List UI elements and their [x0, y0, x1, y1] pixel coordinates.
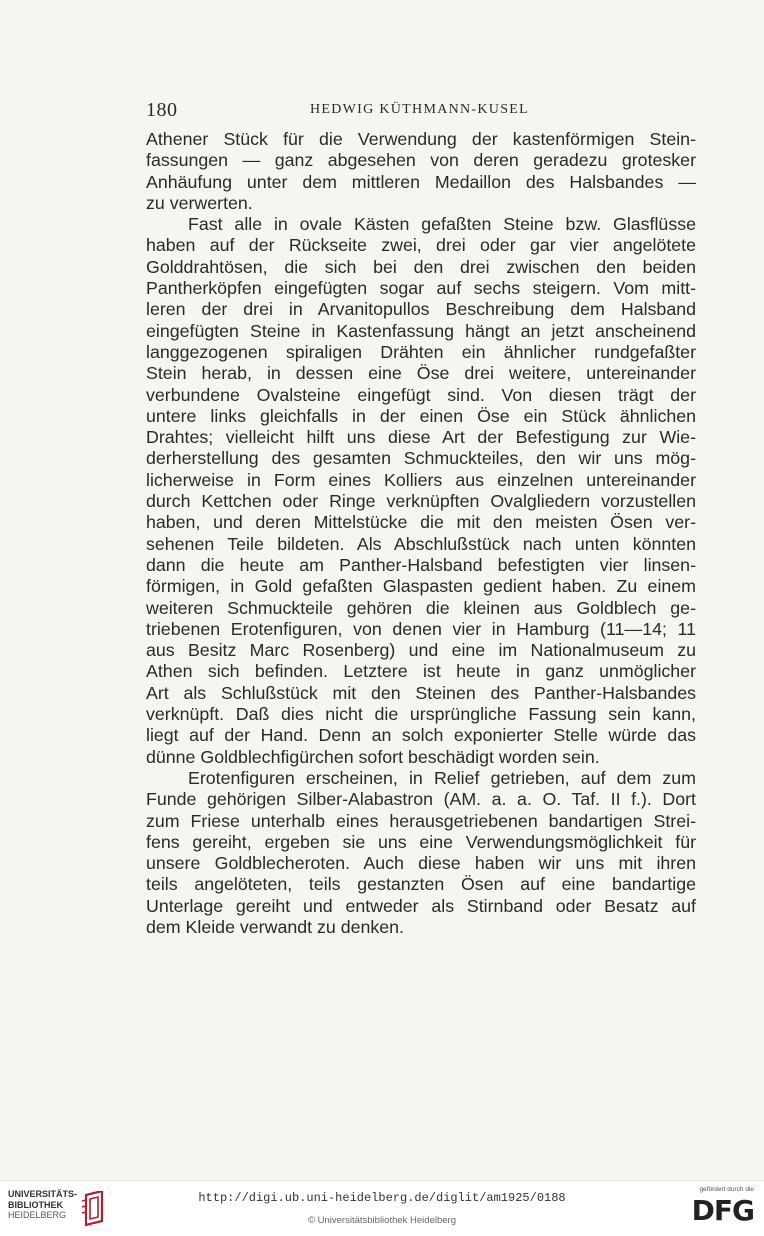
- text-line: weiteren Schmuckteile gehören die kleinen aus Goldblech ge-: [146, 597, 696, 618]
- text-line: Drahtes; vielleicht hilft uns diese Art der Befestigung zur Wie-: [146, 427, 696, 448]
- text-line: fassungen — ganz abgesehen von deren geradezu grotesker: [146, 150, 696, 171]
- body-text: [146, 129, 696, 938]
- text-line: Art als Schlußstück mit den Steinen des Panther-Halsbandes: [146, 682, 696, 703]
- dfg-caption: gefördert durch die: [699, 1186, 754, 1193]
- institution-line: HEIDELBERG: [8, 1210, 67, 1220]
- text-line: licherweise in Form eines Kolliers aus einzelnen untereinander: [146, 469, 696, 490]
- running-head: HEDWIG KÜTHMANN-KUSEL: [310, 102, 529, 117]
- text-line: verknüpft. Daß dies nicht die ursprüngliche Fassung sein kann,: [146, 704, 696, 725]
- text-line: Anhäufung unter dem mittleren Medaillon des Halsbandes —: [146, 171, 696, 192]
- text-line: Pantherköpfen eingefügten sogar auf sechs steigern. Vom mitt-: [146, 278, 696, 299]
- text-line: zum Friese unterhalb eines herausgetriebenen bandartigen Strei-: [146, 810, 696, 831]
- text-line: untere links gleichfalls in der einen Öse ein Stück ähnlichen: [146, 405, 696, 426]
- institution-line: UNIVERSITÄTS-: [8, 1189, 78, 1199]
- text-line: Stein herab, in dessen eine Öse drei weitere, untereinander: [146, 363, 696, 384]
- dfg-logo[interactable]: [674, 1186, 754, 1231]
- text-line: förmigen, in Gold gefaßten Glaspasten gedient haben. Zu einem: [146, 576, 696, 597]
- text-line: dünne Goldblechfigürchen sofort beschädigt worden sein.: [146, 746, 600, 767]
- text-line: langgezogenen spiraligen Drähten ein ähnlicher rundgefaßter: [146, 341, 696, 362]
- text-line: liegt auf der Hand. Denn an solch exponierter Stelle würde das: [146, 725, 696, 746]
- text-line: Funde gehörigen Silber-Alabastron (AM. a. a. O. Taf. II f.). Dort: [146, 789, 696, 810]
- page-header: [146, 99, 546, 123]
- text-line: derherstellung des gesamten Schmuckteiles, den wir uns mög-: [146, 448, 696, 469]
- text-line: Fast alle in ovale Kästen gefaßten Steine bzw. Glasflüsse: [188, 214, 696, 235]
- text-line: unsere Goldblecheroten. Auch diese haben wir uns mit ihren: [146, 853, 696, 874]
- text-line: Golddrahtösen, die sich bei den drei zwischen den beiden: [146, 256, 696, 277]
- text-line: haben auf der Rückseite zwei, drei oder gar vier angelötete: [146, 235, 696, 256]
- text-line: aus Besitz Marc Rosenberg) und eine im Nationalmuseum zu: [146, 640, 696, 661]
- text-line: fens gereiht, ergeben sie uns eine Verwendungsmöglichkeit für: [146, 831, 696, 852]
- dfg-wordmark: DFG: [691, 1194, 754, 1227]
- text-line: sehenen Teile bildeten. Als Abschlußstück nach unten könnten: [146, 533, 696, 554]
- footer-bar: [0, 1180, 764, 1236]
- text-line: dann die heute am Panther-Halsband befestigten vier linsen-: [146, 554, 696, 575]
- text-line: Athener Stück für die Verwendung der kastenförmigen Stein-: [146, 129, 696, 149]
- text-line: durch Kettchen oder Ringe verknüpften Ovalgliedern vorzustellen: [146, 491, 696, 512]
- permalink-url[interactable]: http://digi.ub.uni-heidelberg.de/diglit/am1925/0188: [198, 1191, 566, 1205]
- text-line: haben, und deren Mittelstücke die mit den meisten Ösen ver-: [146, 512, 696, 533]
- page-number: 180: [146, 99, 178, 121]
- text-line: Athen sich befinden. Letztere ist heute in ganz unmöglicher: [146, 661, 696, 682]
- institution-line: BIBLIOTHEK: [8, 1199, 63, 1210]
- text-line: leren der drei in Arvanitopullos Beschreibung dem Halsband: [146, 299, 696, 320]
- text-line: Erotenfiguren erscheinen, in Relief getrieben, auf dem zum: [188, 767, 696, 788]
- text-line: zu verwerten.: [146, 192, 253, 213]
- text-line: teils angelöteten, teils gestanzten Ösen auf eine bandartige: [146, 874, 696, 895]
- text-line: eingefügten Steine in Kastenfassung hängt an jetzt anscheinend: [146, 320, 696, 341]
- text-line: dem Kleide verwandt zu denken.: [146, 916, 404, 937]
- copyright-notice: © Universitätsbibliothek Heidelberg: [308, 1215, 456, 1226]
- text-line: triebenen Erotenfiguren, von denen vier in Hamburg (11—14; 11: [146, 618, 696, 639]
- text-line: Unterlage gereiht und entweder als Stirnband oder Besatz auf: [146, 895, 696, 916]
- text-line: verbundene Ovalsteine eingefügt sind. Von diesen trägt der: [146, 384, 696, 405]
